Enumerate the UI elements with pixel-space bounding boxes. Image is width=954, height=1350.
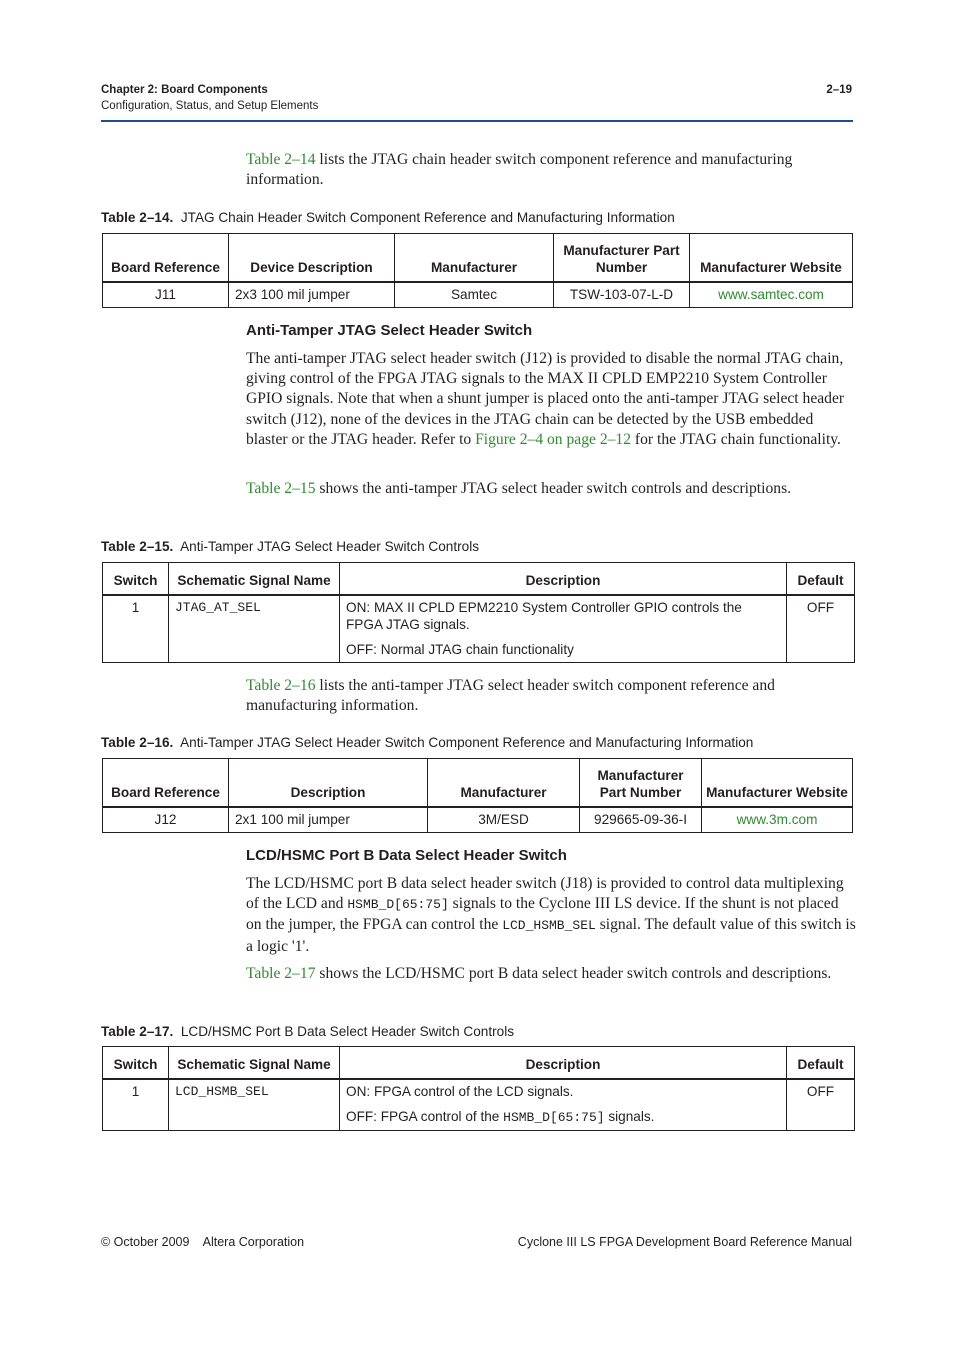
anti-tamper-text: The anti-tamper JTAG select header switch (J12) is provided to disable the normal JTAG chain, giving control of the FPGA JTAG signals to the MAX II CPLD EMP2210 System Controller GPIO signals. Note that when a shunt jumper is placed onto the anti-tamper JTAG select header switch (J12), none of the devices in the JTAG chain can be detected by the USB embedded blaster or the JTAG header. Refer to [246,350,845,448]
desc-on: ON: MAX II CPLD EPM2210 System Controller GPIO controls the FPGA JTAG signals. [346,599,742,632]
table-15-caption [101,539,479,554]
table-15-title: Anti-Tamper JTAG Select Header Switch Controls [180,539,480,554]
desc-off-tail: signals. [604,1108,655,1124]
desc-off-text: OFF: FPGA control of the [346,1108,504,1124]
link-table-2-16[interactable]: Table 2–16 [246,677,316,694]
col-switch: Switch [103,1047,169,1079]
desc-off: OFF: Normal JTAG chain functionality [346,641,574,657]
col-description: Description [340,563,787,595]
section-heading-lcd-hsmc: LCD/HSMC Port B Data Select Header Switch [246,847,567,864]
link-3m-website[interactable]: www.3m.com [702,807,853,833]
table-2-17 [102,1046,855,1131]
cell-description: 2x3 100 mil jumper [229,282,395,308]
col-board-reference: Board Reference [103,234,229,282]
cell-signal-name: LCD_HSMB_SEL [169,1079,340,1131]
cell-part-number: 929665-09-36-I [580,807,702,833]
lcd-text-2: signals to the Cyclone III LS device. If the shunt is not placed on the jumper, the FPGA can control the [246,895,839,934]
col-device-description: Device Description [229,234,395,282]
cell-default: OFF [787,1079,855,1131]
lcd-hsmc-paragraph [246,874,856,957]
desc-on: ON: FPGA control of the LCD signals. [346,1083,574,1099]
cell-description [340,595,787,663]
cell-part-number: TSW-103-07-L-D [554,282,690,308]
cell-board-reference: J11 [103,282,229,308]
intro-table-17 [246,964,856,984]
section-heading-anti-tamper: Anti-Tamper JTAG Select Header Switch [246,322,533,339]
col-part-number: Manufacturer Part Number [580,759,702,807]
table-14-caption [101,210,675,225]
lcd-text-1: The LCD/HSMC port B data select header switch (J18) is provided to control data multiplexing of the LCD and [246,875,844,913]
table-17-caption [101,1024,514,1039]
table-15-label: Table 2–15. [101,539,174,554]
col-default: Default [787,1047,855,1079]
col-manufacturer: Manufacturer [428,759,580,807]
footer-copyright: © October 2009 Altera Corporation [101,1235,305,1249]
table-2-15 [102,562,855,663]
table-16-label: Table 2–16. [101,735,174,750]
anti-tamper-tail: for the JTAG chain functionality. [631,430,841,448]
table-17-title: LCD/HSMC Port B Data Select Header Switch Controls [180,1024,515,1039]
intro-table-17-text: shows the LCD/HSMC port B data select header switch controls and descriptions. [315,965,832,982]
col-website: Manufacturer Website [702,759,853,807]
cell-manufacturer: Samtec [395,282,554,308]
col-part-number: Manufacturer Part Number [554,234,690,282]
link-samtec-website[interactable]: www.samtec.com [690,282,853,308]
intro-table-16 [246,676,856,716]
col-board-reference: Board Reference [103,759,229,807]
cell-board-reference: J12 [103,807,229,833]
cell-switch: 1 [103,1079,169,1131]
page-number: 2–19 [826,84,852,96]
signal-hsmb-d: HSMB_D[65:75] [503,1109,605,1125]
intro-table-15-text: shows the anti-tamper JTAG select header switch controls and descriptions. [315,480,792,497]
table-17-label: Table 2–17. [101,1024,174,1039]
table-row [103,807,853,833]
table-2-16 [102,758,853,833]
signal-hsmb-d: HSMB_D[65:75] [347,897,449,913]
anti-tamper-paragraph [246,349,856,450]
col-signal-name: Schematic Signal Name [169,563,340,595]
header-rule [101,120,853,122]
link-table-2-14[interactable]: Table 2–14 [246,151,316,168]
footer-manual-title: Cyclone III LS FPGA Development Board Reference Manual [517,1235,852,1249]
col-description: Description [340,1047,787,1079]
col-manufacturer: Manufacturer [395,234,554,282]
lcd-text-3: signal. The default value of this switch is a logic '1'. [246,916,856,955]
cell-signal-name: JTAG_AT_SEL [169,595,340,663]
cell-default: OFF [787,595,855,663]
table-row [103,282,853,308]
desc-off [346,1108,780,1126]
col-description: Description [229,759,428,807]
intro-table-14 [246,150,856,190]
link-table-2-17[interactable]: Table 2–17 [246,965,316,982]
table-2-14 [102,233,853,308]
cell-description: 2x1 100 mil jumper [229,807,428,833]
intro-table-16-text: lists the anti-tamper JTAG select header switch component reference and manufacturing information. [246,677,775,715]
link-figure-2-4[interactable]: Figure 2–4 on page 2–12 [475,430,632,448]
table-16-caption [101,735,753,750]
cell-switch: 1 [103,595,169,663]
col-switch: Switch [103,563,169,595]
link-table-2-15[interactable]: Table 2–15 [246,480,316,497]
signal-lcd-hsmb-sel: LCD_HSMB_SEL [502,918,596,934]
intro-table-15 [246,479,856,499]
running-header-chapter: Chapter 2: Board Components [101,84,268,96]
col-signal-name: Schematic Signal Name [169,1047,340,1079]
running-header-section: Configuration, Status, and Setup Elements [101,100,319,112]
col-default: Default [787,563,855,595]
table-16-title: Anti-Tamper JTAG Select Header Switch Component Reference and Manufacturing Information [180,735,754,750]
table-14-title: JTAG Chain Header Switch Component Reference and Manufacturing Information [180,210,675,225]
table-row [103,1079,855,1131]
table-14-label: Table 2–14. [101,210,174,225]
table-row [103,595,855,663]
cell-manufacturer: 3M/ESD [428,807,580,833]
cell-description [340,1079,787,1131]
col-website: Manufacturer Website [690,234,853,282]
intro-table-14-text: lists the JTAG chain header switch component reference and manufacturing information. [246,151,793,189]
